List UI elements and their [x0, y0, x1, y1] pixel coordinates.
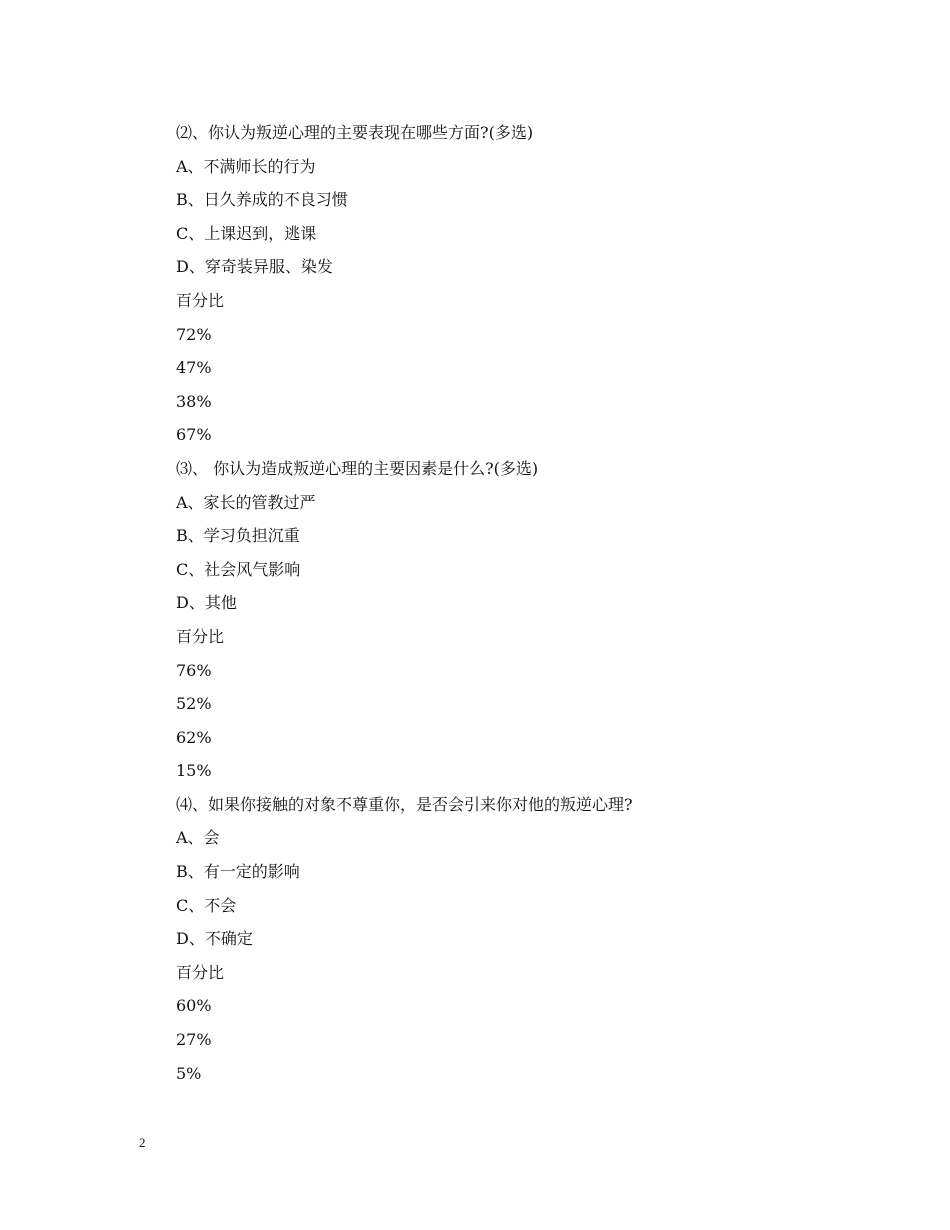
- question-3-percent-a: 76%: [176, 660, 212, 680]
- question-4-option-d: D、不确定: [176, 929, 253, 949]
- question-2-option-c: C、上课迟到，逃课: [176, 223, 317, 243]
- question-2-percent-header: 百分比: [176, 290, 225, 310]
- question-4-percent-header: 百分比: [176, 962, 225, 982]
- question-2-option-b: B、日久养成的不良习惯: [176, 190, 348, 210]
- question-3-option-a: A、家长的管教过严: [176, 492, 316, 512]
- question-2-option-a: A、不满师长的行为: [176, 156, 316, 176]
- document-body: [176, 116, 876, 1090]
- question-4-option-b: B、有一定的影响: [176, 862, 300, 882]
- question-2-option-d: D、穿奇装异服、染发: [176, 257, 333, 277]
- question-2-percent-d: 67%: [176, 425, 212, 445]
- question-4-title: ⑷、如果你接触的对象不尊重你，是否会引来你对他的叛逆心理?: [176, 794, 633, 814]
- question-2-percent-b: 47%: [176, 358, 212, 378]
- question-3-percent-d: 15%: [176, 761, 212, 781]
- question-2-percent-c: 38%: [176, 391, 212, 411]
- question-4-percent-a: 60%: [176, 996, 212, 1016]
- question-3-title: ⑶、 你认为造成叛逆心理的主要因素是什么?(多选): [176, 458, 539, 478]
- question-3-option-b: B、学习负担沉重: [176, 526, 300, 546]
- question-4-option-c: C、不会: [176, 895, 237, 915]
- page-number: 2: [139, 1135, 146, 1150]
- question-2-percent-a: 72%: [176, 324, 212, 344]
- question-3-percent-b: 52%: [176, 694, 212, 714]
- question-4-percent-c: 5%: [176, 1063, 202, 1083]
- question-2-title: ⑵、你认为叛逆心理的主要表现在哪些方面?(多选): [176, 123, 534, 142]
- question-3-option-d: D、其他: [176, 593, 237, 613]
- question-3-percent-c: 62%: [176, 727, 212, 747]
- question-4-option-a: A、会: [176, 828, 220, 848]
- question-4-percent-b: 27%: [176, 1030, 212, 1050]
- question-3-option-c: C、社会风气影响: [176, 559, 301, 579]
- question-3-percent-header: 百分比: [176, 626, 225, 646]
